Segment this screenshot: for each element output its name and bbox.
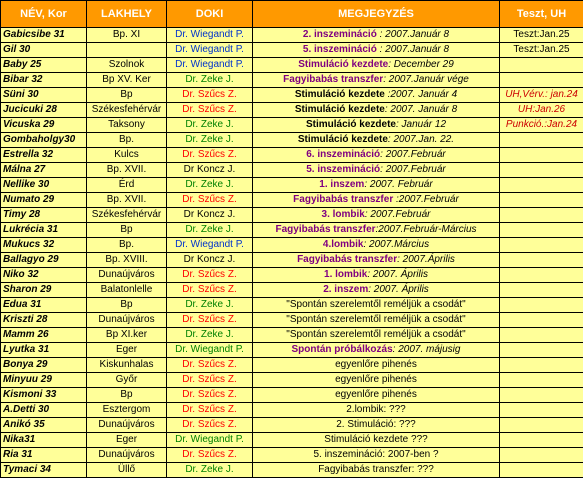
cell-doki: Dr. Szűcs Z. <box>167 388 253 403</box>
cell-megjegyzes <box>253 343 500 358</box>
cell-doki: Dr. Szűcs Z. <box>167 268 253 283</box>
cell-doki: Dr Koncz J. <box>167 253 253 268</box>
cell-lakhely: Bp. <box>87 238 167 253</box>
cell-doki: Dr. Zeke J. <box>167 133 253 148</box>
megjegyzes-main: 6. inszemináció <box>306 149 381 160</box>
cell-megjegyzes <box>253 193 500 208</box>
cell-nev: Numato 29 <box>1 193 87 208</box>
cell-lakhely: Dunaújváros <box>87 313 167 328</box>
cell-teszt <box>500 58 583 73</box>
cell-nev: Minyuu 29 <box>1 373 87 388</box>
cell-doki: Dr. Szűcs Z. <box>167 403 253 418</box>
cell-lakhely: Taksony <box>87 118 167 133</box>
cell-lakhely: Dunaújváros <box>87 448 167 463</box>
cell-teszt: Teszt:Jan.25 <box>500 43 583 58</box>
megjegyzes-main: Fagyibabás transzfer <box>293 194 394 205</box>
table-row <box>1 208 583 223</box>
cell-teszt <box>500 193 583 208</box>
table-row <box>1 43 583 58</box>
cell-doki: Dr Koncz J. <box>167 163 253 178</box>
cell-lakhely: Bp <box>87 298 167 313</box>
cell-teszt: Teszt:Jan.25 <box>500 28 583 43</box>
megjegyzes-detail: : 2007.Február <box>380 149 446 160</box>
cell-doki: Dr Koncz J. <box>167 208 253 223</box>
cell-nev: Baby 25 <box>1 58 87 73</box>
cell-megjegyzes <box>253 43 500 58</box>
cell-teszt <box>500 163 583 178</box>
cell-megjegyzes <box>253 253 500 268</box>
cell-nev: Bibar 32 <box>1 73 87 88</box>
cell-teszt <box>500 373 583 388</box>
megjegyzes-detail: Stimuláció kezdete ??? <box>324 434 428 445</box>
cell-megjegyzes <box>253 118 500 133</box>
cell-megjegyzes <box>253 133 500 148</box>
table-row <box>1 193 583 208</box>
megjegyzes-main: Fagyibabás transzfer <box>297 254 398 265</box>
cell-teszt <box>500 208 583 223</box>
cell-lakhely: Dunaújváros <box>87 418 167 433</box>
megjegyzes-detail: : 2007. Április <box>367 269 428 280</box>
cell-doki: Dr. Szűcs Z. <box>167 448 253 463</box>
megjegyzes-main: 3. lombik <box>321 209 365 220</box>
table-row <box>1 328 583 343</box>
cell-lakhely: Bp. XVII. <box>87 163 167 178</box>
megjegyzes-main: 1. lombik <box>324 269 368 280</box>
cell-teszt <box>500 238 583 253</box>
cell-lakhely: Szolnok <box>87 58 167 73</box>
cell-lakhely: Bp. XVII. <box>87 193 167 208</box>
megjegyzes-detail: :2007. Január 4 <box>384 89 458 100</box>
megjegyzes-detail: egyenlőre pihenés <box>335 359 417 370</box>
cell-nev: Kriszti 28 <box>1 313 87 328</box>
table-row <box>1 373 583 388</box>
megjegyzes-main: 2. inszem <box>323 284 369 295</box>
table-row <box>1 403 583 418</box>
megjegyzes-detail: : 2007.Február <box>364 209 431 220</box>
table-row <box>1 388 583 403</box>
megjegyzes-main: 2. inszemináció <box>302 29 377 40</box>
cell-lakhely: Székesfehérvár <box>87 103 167 118</box>
cell-teszt <box>500 433 583 448</box>
cell-doki: Dr. Wiegandt P. <box>167 43 253 58</box>
cell-nev: Edua 31 <box>1 298 87 313</box>
cell-lakhely: Bp <box>87 88 167 103</box>
cell-nev: Gabicsibe 31 <box>1 28 87 43</box>
cell-lakhely: Bp XI.ker <box>87 328 167 343</box>
cell-nev: A.Detti 30 <box>1 403 87 418</box>
header-megjegyzes: MEGJEGYZÉS <box>253 1 500 28</box>
cell-nev: Málna 27 <box>1 163 87 178</box>
table-row <box>1 118 583 133</box>
megjegyzes-detail: : 2007.Január vége <box>383 74 469 85</box>
cell-teszt <box>500 283 583 298</box>
cell-megjegyzes <box>253 148 500 163</box>
cell-doki: Dr. Wiegandt P. <box>167 343 253 358</box>
cell-doki: Dr. Zeke J. <box>167 298 253 313</box>
cell-megjegyzes <box>253 238 500 253</box>
cell-nev: Mukucs 32 <box>1 238 87 253</box>
cell-megjegyzes <box>253 328 500 343</box>
table-row <box>1 283 583 298</box>
cell-teszt <box>500 448 583 463</box>
megjegyzes-detail: 5. inszemináció: 2007-ben ? <box>313 449 439 460</box>
cell-doki: Dr. Szűcs Z. <box>167 103 253 118</box>
table-row <box>1 253 583 268</box>
cell-nev: Lukrécia 31 <box>1 223 87 238</box>
header-lakhely: LAKHELY <box>87 1 167 28</box>
cell-megjegyzes <box>253 448 500 463</box>
table-header <box>1 1 583 28</box>
cell-teszt <box>500 358 583 373</box>
table-row <box>1 178 583 193</box>
cell-megjegyzes <box>253 58 500 73</box>
megjegyzes-main: Fagyibabás transzfer <box>275 224 376 235</box>
megjegyzes-main: 4.lombik <box>322 239 364 250</box>
cell-megjegyzes <box>253 208 500 223</box>
megjegyzes-main: Stimuláció kezdete <box>297 134 388 145</box>
megjegyzes-main: Stimuláció kezdete <box>305 119 396 130</box>
table-row <box>1 73 583 88</box>
cell-megjegyzes <box>253 433 500 448</box>
table-row <box>1 433 583 448</box>
cell-nev: Timy 28 <box>1 208 87 223</box>
table-row <box>1 448 583 463</box>
cell-doki: Dr. Zeke J. <box>167 73 253 88</box>
cell-teszt <box>500 343 583 358</box>
megjegyzes-detail: : 2007. Január 8 <box>384 104 458 115</box>
cell-megjegyzes <box>253 283 500 298</box>
megjegyzes-main: Spontán próbálkozás <box>291 344 393 355</box>
cell-lakhely: Eger <box>87 433 167 448</box>
cell-nev: Gil 30 <box>1 43 87 58</box>
cell-doki: Dr. Zeke J. <box>167 463 253 478</box>
cell-lakhely: Bp. XI <box>87 28 167 43</box>
cell-teszt <box>500 463 583 478</box>
cell-megjegyzes <box>253 313 500 328</box>
cell-lakhely <box>87 43 167 58</box>
megjegyzes-detail: "Spontán szerelemtől reméljük a csodát" <box>286 314 466 325</box>
cell-doki: Dr. Zeke J. <box>167 223 253 238</box>
cell-nev: Anikó 35 <box>1 418 87 433</box>
cell-lakhely: Győr <box>87 373 167 388</box>
cell-teszt <box>500 328 583 343</box>
cell-megjegyzes <box>253 463 500 478</box>
cell-nev: Bonya 29 <box>1 358 87 373</box>
cell-teszt <box>500 403 583 418</box>
cell-lakhely: Székesfehérvár <box>87 208 167 223</box>
cell-doki: Dr. Wiegandt P. <box>167 58 253 73</box>
table-row <box>1 463 583 478</box>
cell-lakhely: Kiskunhalas <box>87 358 167 373</box>
cell-megjegyzes <box>253 103 500 118</box>
cell-doki: Dr. Wiegandt P. <box>167 238 253 253</box>
cell-megjegyzes <box>253 373 500 388</box>
cell-doki: Dr. Wiegandt P. <box>167 28 253 43</box>
cell-doki: Dr. Szűcs Z. <box>167 313 253 328</box>
cell-lakhely: Bp <box>87 223 167 238</box>
megjegyzes-main: Stimuláció kezdete <box>294 89 385 100</box>
cell-nev: Lyutka 31 <box>1 343 87 358</box>
cell-nev: Nellike 30 <box>1 178 87 193</box>
table-row <box>1 238 583 253</box>
cell-nev: Tymaci 34 <box>1 463 87 478</box>
cell-lakhely: Bp. <box>87 133 167 148</box>
megjegyzes-detail: egyenlőre pihenés <box>335 389 417 400</box>
megjegyzes-main: Stimuláció kezdete <box>294 104 385 115</box>
megjegyzes-main: Fagyibabás transzfer <box>283 74 384 85</box>
table-row <box>1 268 583 283</box>
cell-nev: Jucicuki 28 <box>1 103 87 118</box>
megjegyzes-detail: : 2007.Április <box>397 254 455 265</box>
table-row <box>1 103 583 118</box>
megjegyzes-detail: : 2007.Március <box>363 239 430 250</box>
cell-nev: Vicuska 29 <box>1 118 87 133</box>
cell-lakhely: Bp. XVIII. <box>87 253 167 268</box>
cell-megjegyzes <box>253 163 500 178</box>
megjegyzes-detail: : 2007.Január 8 <box>376 44 450 55</box>
table-row <box>1 28 583 43</box>
megjegyzes-detail: : 2007.Január 8 <box>376 29 450 40</box>
megjegyzes-detail: : 2007. májusig <box>392 344 461 355</box>
table-row <box>1 343 583 358</box>
cell-lakhely: Érd <box>87 178 167 193</box>
cell-megjegyzes <box>253 358 500 373</box>
cell-lakhely: Kulcs <box>87 148 167 163</box>
cell-teszt <box>500 298 583 313</box>
table-row <box>1 313 583 328</box>
cell-doki: Dr. Wiegandt P. <box>167 433 253 448</box>
table-row <box>1 148 583 163</box>
cell-teszt <box>500 388 583 403</box>
cell-megjegyzes <box>253 388 500 403</box>
cell-lakhely: Bp XV. Ker <box>87 73 167 88</box>
cell-teszt <box>500 73 583 88</box>
megjegyzes-detail: : 2007. Február <box>364 179 433 190</box>
cell-doki: Dr. Szűcs Z. <box>167 283 253 298</box>
megjegyzes-main: Stimuláció kezdete <box>298 59 389 70</box>
cell-teszt <box>500 148 583 163</box>
megjegyzes-detail: 2. Stimuláció: ??? <box>336 419 416 430</box>
cell-teszt <box>500 133 583 148</box>
cell-nev: Nika31 <box>1 433 87 448</box>
megjegyzes-detail: :2007.Február <box>393 194 459 205</box>
cell-nev: Gombaholgy30 <box>1 133 87 148</box>
cell-megjegyzes <box>253 418 500 433</box>
cell-megjegyzes <box>253 268 500 283</box>
megjegyzes-main: 5. inszemináció <box>302 44 377 55</box>
megjegyzes-detail: :2007.Február-Március <box>375 224 477 235</box>
cell-lakhely: Dunaújváros <box>87 268 167 283</box>
cell-nev: Ria 31 <box>1 448 87 463</box>
table-row <box>1 358 583 373</box>
header-doki: DOKI <box>167 1 253 28</box>
cell-lakhely: Üllő <box>87 463 167 478</box>
megjegyzes-detail: Fagyibabás transzfer: ??? <box>318 464 434 475</box>
cell-doki: Dr. Szűcs Z. <box>167 418 253 433</box>
megjegyzes-detail: : December 29 <box>388 59 454 70</box>
table-row <box>1 298 583 313</box>
table-row <box>1 58 583 73</box>
table-row <box>1 163 583 178</box>
cell-nev: Estrella 32 <box>1 148 87 163</box>
cell-doki: Dr. Szűcs Z. <box>167 373 253 388</box>
cell-nev: Mamm 26 <box>1 328 87 343</box>
cell-teszt: UH:Jan.26 <box>500 103 583 118</box>
cell-megjegyzes <box>253 178 500 193</box>
megjegyzes-detail: : 2007. Április <box>368 284 429 295</box>
cell-teszt <box>500 418 583 433</box>
cell-doki: Dr. Szűcs Z. <box>167 88 253 103</box>
cell-teszt <box>500 223 583 238</box>
cell-lakhely: Bp <box>87 388 167 403</box>
cell-teszt <box>500 178 583 193</box>
cell-doki: Dr. Szűcs Z. <box>167 193 253 208</box>
megjegyzes-detail: : 2007.Február <box>380 164 446 175</box>
megjegyzes-detail: : Január 12 <box>395 119 447 130</box>
cell-megjegyzes <box>253 403 500 418</box>
megjegyzes-detail: egyenlőre pihenés <box>335 374 417 385</box>
cell-doki: Dr. Zeke J. <box>167 178 253 193</box>
table-row <box>1 223 583 238</box>
megjegyzes-main: 1. inszem <box>319 179 365 190</box>
cell-lakhely: Esztergom <box>87 403 167 418</box>
megjegyzes-detail: : 2007.Jan. 22. <box>387 134 455 145</box>
cell-megjegyzes <box>253 88 500 103</box>
cell-teszt: Punkció.:Jan.24 <box>500 118 583 133</box>
cell-lakhely: Balatonlelle <box>87 283 167 298</box>
table-body <box>1 28 583 478</box>
table-row <box>1 88 583 103</box>
cell-megjegyzes <box>253 298 500 313</box>
table-row <box>1 418 583 433</box>
cell-teszt: UH,Vérv.: jan.24 <box>500 88 583 103</box>
cell-megjegyzes <box>253 223 500 238</box>
cell-doki: Dr. Szűcs Z. <box>167 148 253 163</box>
table-row <box>1 133 583 148</box>
megjegyzes-main: 5. inszemináció <box>306 164 381 175</box>
cell-teszt <box>500 268 583 283</box>
cell-doki: Dr. Szűcs Z. <box>167 358 253 373</box>
megjegyzes-detail: 2.lombik: ??? <box>346 404 406 415</box>
cell-teszt <box>500 253 583 268</box>
cell-lakhely: Eger <box>87 343 167 358</box>
cell-doki: Dr. Zeke J. <box>167 328 253 343</box>
header-row <box>1 1 583 28</box>
cell-nev: Süni 30 <box>1 88 87 103</box>
cell-nev: Ballagyo 29 <box>1 253 87 268</box>
header-nev: NÉV, Kor <box>1 1 87 28</box>
cell-doki: Dr. Zeke J. <box>167 118 253 133</box>
cell-teszt <box>500 313 583 328</box>
cell-nev: Kismoni 33 <box>1 388 87 403</box>
cell-megjegyzes <box>253 73 500 88</box>
megjegyzes-detail: "Spontán szerelemtől reméljük a csodát" <box>286 329 466 340</box>
header-teszt: Teszt, UH <box>500 1 583 28</box>
megjegyzes-detail: "Spontán szerelemtől reméljük a csodát" <box>286 299 466 310</box>
cell-nev: Niko 32 <box>1 268 87 283</box>
cell-megjegyzes <box>253 28 500 43</box>
cell-nev: Sharon 29 <box>1 283 87 298</box>
